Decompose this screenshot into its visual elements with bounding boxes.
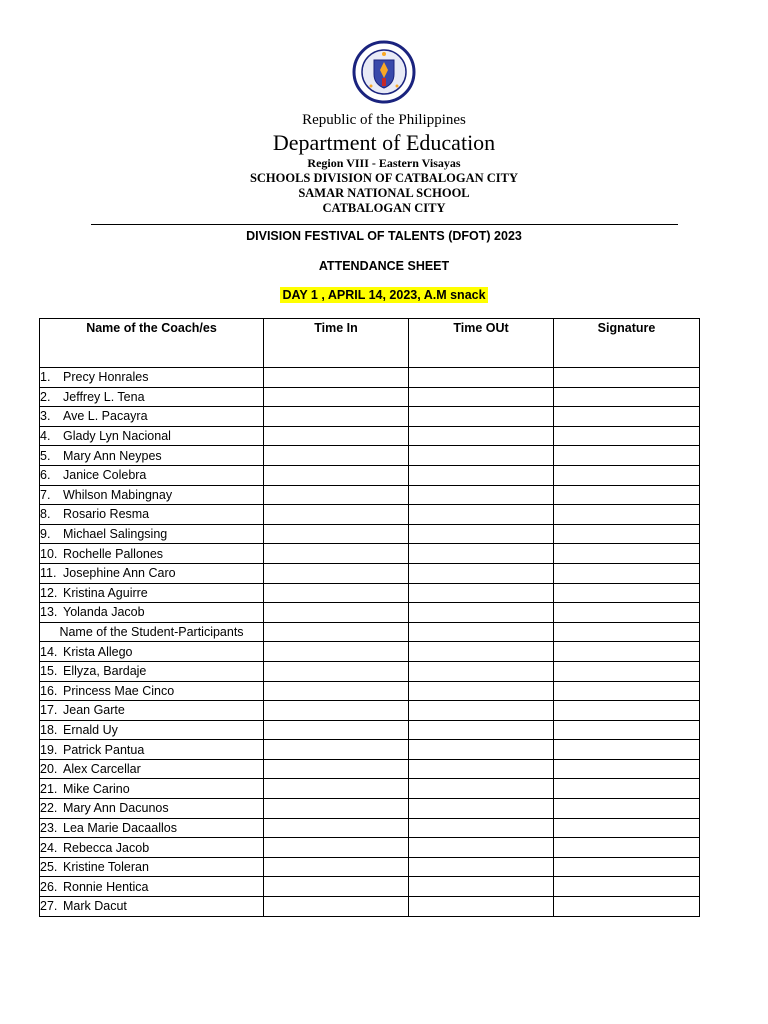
table-header-row <box>40 319 700 368</box>
table-row <box>40 524 700 544</box>
time-out-cell[interactable] <box>409 368 554 388</box>
row-number: 25. <box>40 860 58 875</box>
section-row-students <box>40 622 700 642</box>
column-header-time-in: Time In <box>264 319 409 368</box>
time-in-cell[interactable] <box>264 603 409 623</box>
signature-cell[interactable] <box>554 740 700 760</box>
time-out-cell[interactable] <box>409 818 554 838</box>
time-in-cell[interactable] <box>264 446 409 466</box>
attendance-table <box>39 318 700 917</box>
time-out-cell[interactable] <box>409 524 554 544</box>
row-number: 1. <box>40 370 51 385</box>
signature-cell[interactable] <box>554 838 700 858</box>
participant-name-cell <box>40 505 264 525</box>
participant-name-cell <box>40 661 264 681</box>
time-out-cell[interactable] <box>409 387 554 407</box>
row-number: 24. <box>40 840 58 855</box>
time-in-cell[interactable] <box>264 544 409 564</box>
signature-cell[interactable] <box>554 720 700 740</box>
participant-name-cell <box>40 563 264 583</box>
participant-name-cell <box>40 818 264 838</box>
day-line <box>0 288 768 302</box>
table-row <box>40 779 700 799</box>
time-in-cell[interactable] <box>264 818 409 838</box>
time-out-cell[interactable] <box>409 759 554 779</box>
participant-name-cell <box>40 857 264 877</box>
region-line: Region VIII - Eastern Visayas <box>307 156 461 170</box>
time-in-cell[interactable] <box>264 799 409 819</box>
time-out-cell[interactable] <box>409 838 554 858</box>
signature-cell[interactable] <box>554 446 700 466</box>
table-row <box>40 485 700 505</box>
participant-name-cell <box>40 485 264 505</box>
participant-name: Patrick Pantua <box>63 742 145 757</box>
signature-cell[interactable] <box>554 544 700 564</box>
row-number: 15. <box>40 664 58 679</box>
row-number: 9. <box>40 527 51 542</box>
participant-name: Kristina Aguirre <box>63 585 148 600</box>
time-out-cell[interactable] <box>409 485 554 505</box>
participant-name: Ernald Uy <box>63 722 118 737</box>
participant-name-cell <box>40 877 264 897</box>
table-row <box>40 583 700 603</box>
participant-name: Josephine Ann Caro <box>63 566 176 581</box>
row-number: 4. <box>40 429 51 444</box>
row-number: 26. <box>40 879 58 894</box>
row-number: 3. <box>40 409 51 424</box>
time-in-cell[interactable] <box>264 407 409 427</box>
row-number: 21. <box>40 781 58 796</box>
participant-name: Krista Allego <box>63 644 133 659</box>
signature-cell[interactable] <box>554 661 700 681</box>
participant-name: Michael Salingsing <box>63 527 168 542</box>
time-out-cell[interactable] <box>409 563 554 583</box>
row-number: 27. <box>40 899 58 914</box>
participant-name: Ronnie Hentica <box>63 879 149 894</box>
time-out-cell[interactable] <box>409 642 554 662</box>
time-out-cell[interactable] <box>409 603 554 623</box>
time-out-cell[interactable] <box>409 622 554 642</box>
signature-cell[interactable] <box>554 426 700 446</box>
signature-cell[interactable] <box>554 387 700 407</box>
participant-name: Lea Marie Dacaallos <box>63 820 177 835</box>
time-in-cell[interactable] <box>264 642 409 662</box>
participant-name: Rochelle Pallones <box>63 546 164 561</box>
participant-name: Yolanda Jacob <box>63 605 145 620</box>
time-in-cell[interactable] <box>264 779 409 799</box>
participant-name: Janice Colebra <box>63 468 147 483</box>
column-header-name: Name of the Coach/es <box>40 319 264 368</box>
participant-name-cell <box>40 426 264 446</box>
time-out-cell[interactable] <box>409 740 554 760</box>
table-row <box>40 799 700 819</box>
table-row <box>40 544 700 564</box>
signature-cell[interactable] <box>554 701 700 721</box>
time-in-cell[interactable] <box>264 583 409 603</box>
time-out-cell[interactable] <box>409 407 554 427</box>
department-name: Department of Education <box>272 130 496 155</box>
row-number: 14. <box>40 644 58 659</box>
time-out-cell[interactable] <box>409 446 554 466</box>
participant-name: Precy Honrales <box>63 370 149 385</box>
participant-name: Mark Dacut <box>63 899 127 914</box>
participant-name-cell <box>40 701 264 721</box>
table-row <box>40 857 700 877</box>
time-in-cell[interactable] <box>264 661 409 681</box>
signature-cell[interactable] <box>554 897 700 917</box>
time-in-cell[interactable] <box>264 681 409 701</box>
time-out-cell[interactable] <box>409 681 554 701</box>
time-out-cell[interactable] <box>409 701 554 721</box>
signature-cell[interactable] <box>554 583 700 603</box>
city-line: CATBALOGAN CITY <box>322 201 446 215</box>
time-in-cell[interactable] <box>264 857 409 877</box>
row-number: 13. <box>40 605 58 620</box>
participant-name-cell <box>40 779 264 799</box>
table-row <box>40 759 700 779</box>
participant-name-cell <box>40 740 264 760</box>
table-row <box>40 465 700 485</box>
column-header-time-out: Time OUt <box>409 319 554 368</box>
signature-cell[interactable] <box>554 622 700 642</box>
signature-cell[interactable] <box>554 642 700 662</box>
day-line-highlight: DAY 1 , APRIL 14, 2023, A.M snack <box>282 288 486 302</box>
table-row <box>40 387 700 407</box>
time-in-cell[interactable] <box>264 720 409 740</box>
row-number: 22. <box>40 801 58 816</box>
time-out-cell[interactable] <box>409 505 554 525</box>
time-in-cell[interactable] <box>264 740 409 760</box>
participant-name: Alex Carcellar <box>63 762 141 777</box>
time-out-cell[interactable] <box>409 720 554 740</box>
header-divider <box>91 224 678 225</box>
participant-name-cell <box>40 759 264 779</box>
time-in-cell[interactable] <box>264 563 409 583</box>
participant-name: Princess Mae Cinco <box>63 683 175 698</box>
row-number: 12. <box>40 585 58 600</box>
row-number: 20. <box>40 762 58 777</box>
time-in-cell[interactable] <box>264 524 409 544</box>
row-number: 23. <box>40 820 58 835</box>
deped-seal-graphic <box>352 40 416 104</box>
row-number: 7. <box>40 487 51 502</box>
participant-name-cell <box>40 799 264 819</box>
row-number: 19. <box>40 742 58 757</box>
table-row <box>40 701 700 721</box>
republic-line: Republic of the Philippines <box>302 112 466 128</box>
signature-cell[interactable] <box>554 368 700 388</box>
time-out-cell[interactable] <box>409 426 554 446</box>
table-row <box>40 838 700 858</box>
time-in-cell[interactable] <box>264 368 409 388</box>
table-row <box>40 642 700 662</box>
signature-cell[interactable] <box>554 407 700 427</box>
participant-name: Glady Lyn Nacional <box>63 429 171 444</box>
table-row <box>40 426 700 446</box>
sheet-title: ATTENDANCE SHEET <box>318 259 450 273</box>
participant-name-cell <box>40 583 264 603</box>
participant-name: Jeffrey L. Tena <box>63 389 145 404</box>
time-out-cell[interactable] <box>409 661 554 681</box>
row-number: 16. <box>40 683 58 698</box>
time-in-cell[interactable] <box>264 622 409 642</box>
time-in-cell[interactable] <box>264 701 409 721</box>
time-out-cell[interactable] <box>409 465 554 485</box>
row-number: 2. <box>40 389 51 404</box>
table-row <box>40 877 700 897</box>
table-row <box>40 897 700 917</box>
signature-cell[interactable] <box>554 877 700 897</box>
table-row <box>40 505 700 525</box>
table-row <box>40 681 700 701</box>
time-in-cell[interactable] <box>264 838 409 858</box>
time-out-cell[interactable] <box>409 857 554 877</box>
signature-cell[interactable] <box>554 818 700 838</box>
participant-name: Whilson Mabingnay <box>63 487 173 502</box>
participant-name-cell <box>40 838 264 858</box>
table-row <box>40 407 700 427</box>
participant-name-cell <box>40 720 264 740</box>
table-row <box>40 818 700 838</box>
signature-cell[interactable] <box>554 779 700 799</box>
time-out-cell[interactable] <box>409 877 554 897</box>
time-out-cell[interactable] <box>409 779 554 799</box>
signature-cell[interactable] <box>554 759 700 779</box>
participant-name-cell <box>40 524 264 544</box>
column-header-signature: Signature <box>554 319 700 368</box>
event-title: DIVISION FESTIVAL OF TALENTS (DFOT) 2023 <box>246 229 522 243</box>
time-in-cell[interactable] <box>264 465 409 485</box>
attendance-rows <box>40 368 700 917</box>
signature-cell[interactable] <box>554 857 700 877</box>
participant-name-cell <box>40 681 264 701</box>
time-out-cell[interactable] <box>409 897 554 917</box>
participant-name-cell <box>40 897 264 917</box>
row-number: 8. <box>40 507 51 522</box>
participant-name: Mary Ann Dacunos <box>63 801 169 816</box>
signature-cell[interactable] <box>554 524 700 544</box>
participant-name: Rosario Resma <box>63 507 150 522</box>
participant-name-cell <box>40 642 264 662</box>
time-out-cell[interactable] <box>409 544 554 564</box>
time-in-cell[interactable] <box>264 505 409 525</box>
row-number: 11. <box>40 566 57 581</box>
students-section-header: Name of the Student-Participants <box>40 622 264 642</box>
participant-name: Mary Ann Neypes <box>63 448 162 463</box>
participant-name-cell <box>40 544 264 564</box>
row-number: 5. <box>40 448 51 463</box>
row-number: 6. <box>40 468 51 483</box>
time-in-cell[interactable] <box>264 485 409 505</box>
signature-cell[interactable] <box>554 485 700 505</box>
time-in-cell[interactable] <box>264 759 409 779</box>
row-number: 10. <box>40 546 58 561</box>
time-out-cell[interactable] <box>409 799 554 819</box>
signature-cell[interactable] <box>554 465 700 485</box>
participant-name: Ave L. Pacayra <box>63 409 148 424</box>
participant-name: Jean Garte <box>63 703 125 718</box>
participant-name-cell <box>40 603 264 623</box>
table-row <box>40 740 700 760</box>
participant-name: Mike Carino <box>63 781 130 796</box>
table-row <box>40 661 700 681</box>
participant-name-cell <box>40 368 264 388</box>
table-row <box>40 563 700 583</box>
signature-cell[interactable] <box>554 681 700 701</box>
division-line: SCHOOLS DIVISION OF CATBALOGAN CITY <box>249 171 519 185</box>
school-line: SAMAR NATIONAL SCHOOL <box>298 186 470 200</box>
time-out-cell[interactable] <box>409 583 554 603</box>
row-number: 17. <box>40 703 58 718</box>
table-row <box>40 720 700 740</box>
signature-cell[interactable] <box>554 799 700 819</box>
time-in-cell[interactable] <box>264 877 409 897</box>
time-in-cell[interactable] <box>264 426 409 446</box>
signature-cell[interactable] <box>554 563 700 583</box>
table-row <box>40 446 700 466</box>
table-row <box>40 603 700 623</box>
signature-cell[interactable] <box>554 603 700 623</box>
time-in-cell[interactable] <box>264 897 409 917</box>
participant-name: Ellyza, Bardaje <box>63 664 147 679</box>
participant-name-cell <box>40 465 264 485</box>
row-number: 18. <box>40 722 58 737</box>
participant-name: Rebecca Jacob <box>63 840 150 855</box>
time-in-cell[interactable] <box>264 387 409 407</box>
participant-name-cell <box>40 407 264 427</box>
participant-name-cell <box>40 446 264 466</box>
participant-name-cell <box>40 387 264 407</box>
signature-cell[interactable] <box>554 505 700 525</box>
table-row <box>40 368 700 388</box>
deped-seal-icon <box>352 40 416 104</box>
participant-name: Kristine Toleran <box>63 860 149 875</box>
